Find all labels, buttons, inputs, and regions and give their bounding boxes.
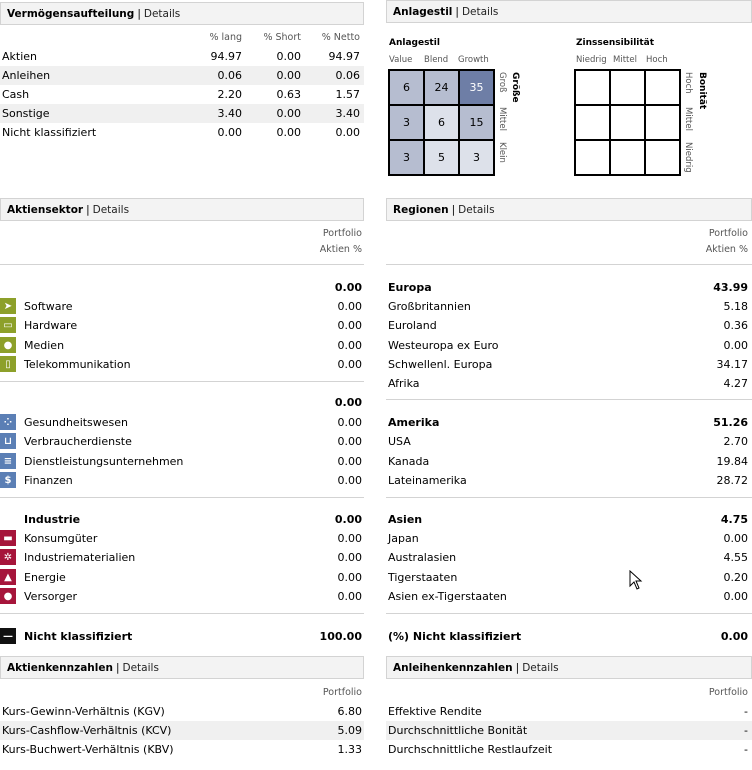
bond-ratios-title: Anleihenkennzahlen	[393, 662, 513, 674]
sector-panel	[0, 198, 364, 650]
bond-row-mid: Mittel	[683, 107, 693, 131]
region-label: Großbritannien	[388, 300, 471, 313]
list-item	[0, 471, 364, 490]
list-item	[0, 336, 364, 355]
list-item	[386, 316, 752, 335]
sector-label: Konsumgüter	[24, 532, 98, 545]
table-row	[386, 740, 752, 759]
sector-col-equity-pct: Aktien %	[319, 244, 362, 255]
ratio-value: -	[744, 724, 748, 737]
list-item	[0, 297, 364, 316]
sector-label: Energie	[24, 571, 66, 584]
list-item	[386, 432, 752, 451]
microphone-icon: ●	[0, 337, 16, 353]
stylebox-cell: 5	[424, 140, 459, 175]
allocation-details-link[interactable]: Details	[143, 8, 181, 20]
region-label: Lateinamerika	[388, 474, 467, 487]
list-item	[386, 568, 752, 587]
divider	[0, 264, 364, 265]
stylebox-cell	[575, 105, 610, 140]
gear-icon: ✲	[0, 549, 16, 565]
equity-ratios-col-portfolio: Portfolio	[322, 687, 362, 698]
sector-value: 0.00	[337, 551, 362, 564]
sector-group-total	[0, 278, 364, 297]
sector-label: Telekommunikation	[24, 358, 131, 371]
equity-col-growth: Growth	[458, 55, 489, 65]
list-item	[0, 568, 364, 587]
stylebox-cell: 35	[459, 70, 494, 105]
sector-value: 0.00	[337, 455, 362, 468]
equity-col-blend: Blend	[424, 55, 449, 65]
divider	[386, 497, 752, 498]
ratio-value: -	[744, 705, 748, 718]
stylebox-cell: 24	[424, 70, 459, 105]
sector-col-portfolio: Portfolio	[322, 228, 362, 239]
group-total-value: 0.00	[334, 281, 362, 294]
equity-stylebox	[388, 69, 495, 176]
cart-icon: ⊔	[0, 433, 16, 449]
phone-icon: ▯	[0, 356, 16, 372]
sector-label: Industriematerialien	[24, 551, 136, 564]
list-item	[0, 316, 364, 335]
list-item	[386, 471, 752, 490]
computer-icon: ▭	[0, 317, 16, 333]
ratio-value: 6.80	[337, 705, 362, 718]
list-item	[386, 548, 752, 567]
table-row	[0, 740, 364, 759]
region-value: 0.20	[723, 571, 748, 584]
region-label: Kanada	[388, 455, 430, 468]
cell: 0.00	[217, 126, 242, 139]
equity-row-large: Groß	[497, 72, 507, 93]
bond-col-high: Hoch	[646, 55, 668, 65]
equity-col-value: Value	[389, 55, 413, 65]
region-group-label: Europa	[388, 281, 432, 294]
group-total-value: 0.00	[334, 513, 362, 526]
ratio-value: -	[744, 743, 748, 756]
stylebox-cell	[610, 70, 645, 105]
flame-icon: ▲	[0, 569, 16, 585]
cell: 3.40	[217, 107, 242, 120]
list-item	[386, 587, 752, 606]
equity-row-mid: Mittel	[497, 107, 507, 131]
region-value: 0.36	[723, 319, 748, 332]
divider	[386, 264, 752, 265]
sector-value: 0.00	[337, 319, 362, 332]
region-value: 5.18	[723, 300, 748, 313]
region-label: Westeuropa ex Euro	[388, 339, 499, 352]
list-item	[0, 529, 364, 548]
stylebox-cell: 3	[459, 140, 494, 175]
equity-ratios-panel	[0, 656, 364, 768]
table-row	[0, 85, 364, 104]
ratio-value: 1.33	[337, 743, 362, 756]
region-unclassified-row	[386, 627, 752, 646]
list-item	[386, 297, 752, 316]
equity-row-small: Klein	[497, 142, 507, 163]
region-label: Euroland	[388, 319, 437, 332]
cell: 3.40	[335, 107, 360, 120]
sector-label: Hardware	[24, 319, 78, 332]
ratio-value: 5.09	[337, 724, 362, 737]
bond-stylebox	[574, 69, 681, 176]
region-group-label: Amerika	[388, 416, 440, 429]
region-group-total	[386, 510, 752, 529]
stylebox-cell	[645, 140, 680, 175]
region-label: Afrika	[388, 377, 420, 390]
stylebox-cell	[575, 70, 610, 105]
region-value: 34.17	[716, 358, 748, 371]
stylebox-cell	[645, 70, 680, 105]
regions-title: Regionen	[393, 204, 449, 216]
sector-title: Aktiensektor	[7, 204, 84, 216]
bond-stylebox-title: Zinssensibilität	[576, 38, 655, 48]
group-total-value: 0.00	[334, 396, 362, 409]
region-group-value: 43.99	[713, 281, 748, 294]
cell: 94.97	[210, 50, 242, 63]
style-panel	[386, 0, 752, 185]
table-row	[0, 66, 364, 85]
divider	[386, 613, 752, 614]
unclassified-value: 100.00	[319, 630, 362, 643]
list-item	[0, 587, 364, 606]
divider	[0, 381, 364, 382]
equity-ratios-details-link[interactable]: Details	[122, 662, 159, 674]
cell: 0.63	[276, 88, 301, 101]
table-row	[0, 702, 364, 721]
table-row	[0, 123, 364, 142]
sector-group-total	[0, 510, 364, 529]
group-label: Industrie	[24, 513, 81, 526]
allocation-header: Vermögensaufteilung | Details	[0, 2, 364, 25]
list-item	[0, 355, 364, 374]
sector-label: Dienstleistungsunternehmen	[24, 455, 184, 468]
ratio-label: Durchschnittliche Bonität	[388, 724, 528, 737]
stylebox-cell: 6	[389, 70, 424, 105]
equity-ratios-title: Aktienkennzahlen	[7, 662, 113, 674]
sector-value: 0.00	[337, 532, 362, 545]
cursor-icon: ➤	[0, 298, 16, 314]
list-item	[386, 529, 752, 548]
regions-header: Regionen | Details	[386, 198, 752, 221]
region-label: Japan	[388, 532, 419, 545]
sector-label: Verbraucherdienste	[24, 435, 132, 448]
list-item	[386, 452, 752, 471]
cell: 2.20	[217, 88, 242, 101]
region-value: 0.00	[723, 339, 748, 352]
cell: 0.00	[276, 50, 301, 63]
ratio-label: Kurs-Cashflow-Verhältnis (KCV)	[2, 724, 172, 737]
ratio-label: Effektive Rendite	[388, 705, 482, 718]
list-item	[386, 374, 752, 393]
region-value: 4.55	[723, 551, 748, 564]
table-row	[386, 721, 752, 740]
regions-panel	[386, 198, 752, 650]
ratio-label: Kurs-Buchwert-Verhältnis (KBV)	[2, 743, 174, 756]
sector-label: Medien	[24, 339, 65, 352]
allocation-column-headers	[0, 29, 364, 48]
sector-group-total	[0, 393, 364, 412]
region-value: 0.00	[723, 532, 748, 545]
row-label: Aktien	[2, 50, 38, 63]
regions-col-equity-pct: Aktien %	[705, 244, 748, 255]
car-icon: ▬	[0, 530, 16, 546]
table-row	[386, 702, 752, 721]
sector-value: 0.00	[337, 474, 362, 487]
bond-ratios-col-portfolio: Portfolio	[708, 687, 748, 698]
region-group-total	[386, 413, 752, 432]
sector-label: Versorger	[24, 590, 78, 603]
region-group-value: 4.75	[720, 513, 748, 526]
divider	[0, 497, 364, 498]
stylebox-cell	[610, 105, 645, 140]
region-label: USA	[388, 435, 411, 448]
row-label: Cash	[2, 88, 30, 101]
region-label: Schwellenl. Europa	[388, 358, 493, 371]
equity-ratios-header: Aktienkennzahlen | Details	[0, 656, 364, 679]
document-icon: ≡	[0, 453, 16, 469]
col-short: % Short	[263, 32, 301, 43]
sector-value: 0.00	[337, 300, 362, 313]
sector-value: 0.00	[337, 358, 362, 371]
stylebox-cell: 3	[389, 140, 424, 175]
sector-unclassified-row	[0, 627, 364, 646]
list-item	[0, 432, 364, 451]
region-group-label: Asien	[388, 513, 423, 526]
equity-size-title: Größe	[510, 72, 520, 103]
stylebox-cell	[610, 140, 645, 175]
dollar-icon: $	[0, 472, 16, 488]
bulb-icon: ●	[0, 588, 16, 604]
bond-col-mid: Mittel	[613, 55, 637, 65]
sector-header: Aktiensektor | Details	[0, 198, 364, 221]
allocation-title: Vermögensaufteilung	[7, 8, 135, 20]
style-details-link[interactable]: Details	[461, 6, 499, 18]
list-item	[386, 336, 752, 355]
bond-ratios-details-link[interactable]: Details	[522, 662, 559, 674]
row-label: Anleihen	[2, 69, 51, 82]
bond-row-low: Niedrig	[683, 142, 693, 173]
stylebox-cell	[645, 105, 680, 140]
sector-value: 0.00	[337, 339, 362, 352]
style-title: Anlagestil	[393, 6, 453, 18]
table-row	[0, 104, 364, 123]
region-label: Tigerstaaten	[388, 571, 458, 584]
list-item	[0, 452, 364, 471]
list-item	[386, 355, 752, 374]
row-label: Sonstige	[2, 107, 50, 120]
divider	[386, 399, 752, 400]
bond-row-high: Hoch	[683, 72, 693, 94]
sector-label: Software	[24, 300, 73, 313]
cell: 0.00	[276, 107, 301, 120]
region-label: Australasien	[388, 551, 457, 564]
sector-value: 0.00	[337, 435, 362, 448]
region-group-value: 51.26	[713, 416, 748, 429]
bond-quality-title: Bonität	[697, 72, 707, 110]
mouse-cursor-icon	[629, 570, 643, 590]
stylebox-cell: 6	[424, 105, 459, 140]
cell: 0.06	[335, 69, 360, 82]
stylebox-cell	[575, 140, 610, 175]
stylebox-cell: 15	[459, 105, 494, 140]
col-long: % lang	[209, 32, 242, 43]
divider	[0, 613, 364, 614]
bond-ratios-header: Anleihenkennzahlen | Details	[386, 656, 752, 679]
pills-icon: ⁘	[0, 414, 16, 430]
bond-ratios-panel	[386, 656, 752, 768]
table-row	[0, 47, 364, 66]
stylebox-cell: 3	[389, 105, 424, 140]
list-item	[0, 548, 364, 567]
ratio-label: Durchschnittliche Restlaufzeit	[388, 743, 553, 756]
style-header: Anlagestil | Details	[386, 0, 752, 23]
sector-label: Gesundheitswesen	[24, 416, 129, 429]
region-value: 0.00	[723, 590, 748, 603]
sector-value: 0.00	[337, 571, 362, 584]
regions-details-link[interactable]: Details	[458, 204, 495, 216]
cell: 0.00	[335, 126, 360, 139]
unclassified-value: 0.00	[720, 630, 748, 643]
region-value: 19.84	[716, 455, 748, 468]
sector-value: 0.00	[337, 590, 362, 603]
cell: 0.06	[217, 69, 242, 82]
ratio-label: Kurs-Gewinn-Verhältnis (KGV)	[2, 705, 165, 718]
row-label: Nicht klassifiziert	[2, 126, 97, 139]
equity-stylebox-title: Anlagestil	[389, 38, 440, 48]
sector-value: 0.00	[337, 416, 362, 429]
sector-label: Finanzen	[24, 474, 73, 487]
cell: 1.57	[335, 88, 360, 101]
region-value: 4.27	[723, 377, 748, 390]
unclassified-label: (%) Nicht klassifiziert	[388, 630, 522, 643]
region-value: 2.70	[723, 435, 748, 448]
region-label: Asien ex-Tigerstaaten	[388, 590, 507, 603]
region-group-total	[386, 278, 752, 297]
sector-details-link[interactable]: Details	[92, 204, 130, 216]
bond-col-low: Niedrig	[576, 55, 607, 65]
col-net: % Netto	[321, 32, 360, 43]
table-row	[0, 721, 364, 740]
list-item	[0, 413, 364, 432]
allocation-panel	[0, 2, 364, 152]
cell: 0.00	[276, 126, 301, 139]
unclassified-label: Nicht klassifiziert	[24, 630, 133, 643]
cell: 0.00	[276, 69, 301, 82]
region-value: 28.72	[716, 474, 748, 487]
regions-col-portfolio: Portfolio	[708, 228, 748, 239]
minus-icon: —	[0, 628, 16, 644]
cell: 94.97	[328, 50, 360, 63]
